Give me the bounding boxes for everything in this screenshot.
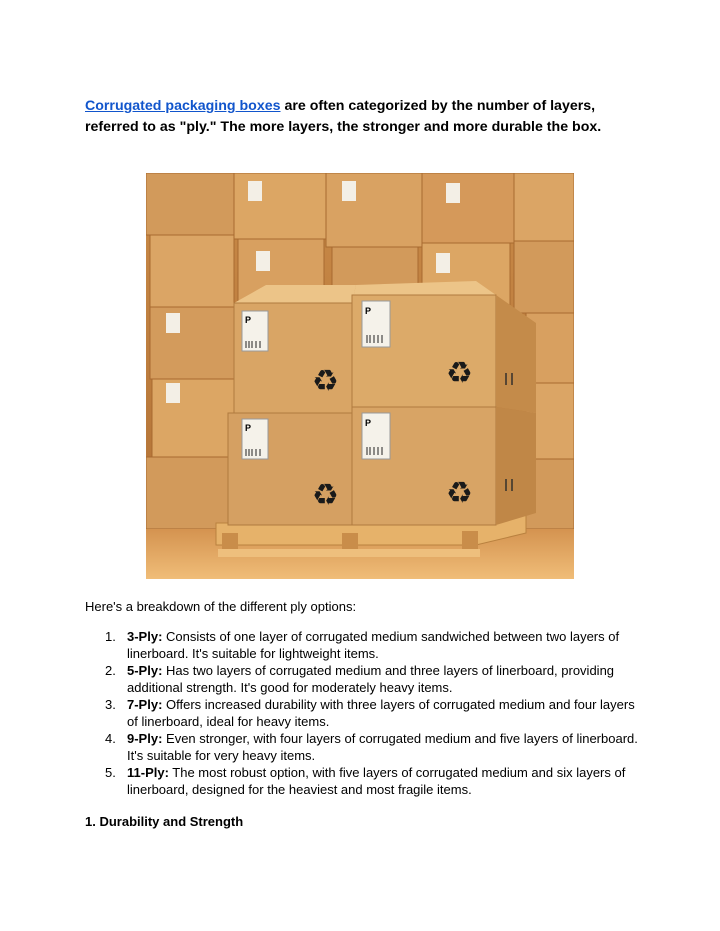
label-p-1: P xyxy=(245,315,252,325)
recycle-icon: ♻ xyxy=(446,356,473,391)
ply-title: 9-Ply: xyxy=(127,731,163,746)
ply-title: 3-Ply: xyxy=(127,629,163,644)
intro-text: are often categorized by the number of layers, referred to as "ply." The more layers, the stronger and more durable the box. xyxy=(85,98,602,135)
list-number: 5. xyxy=(105,765,116,780)
recycle-icon: ♻ xyxy=(312,478,339,513)
label-p-4: P xyxy=(365,418,372,428)
list-item xyxy=(85,696,645,730)
boxes-illustration xyxy=(146,173,574,579)
section-heading: 1. Durability and Strength xyxy=(85,814,244,829)
ply-title: 5-Ply: xyxy=(127,663,163,678)
ply-description: Offers increased durability with three layers of corrugated medium and four layers of linerboard, ideal for heavy items. xyxy=(127,697,635,729)
ply-options-list xyxy=(85,628,645,798)
intro-paragraph xyxy=(85,96,645,138)
ply-description: Has two layers of corrugated medium and three layers of linerboard, providing additional strength. It's good for moderately heavy items. xyxy=(127,663,615,695)
label-p-2: P xyxy=(365,306,372,316)
label-p-3: P xyxy=(245,423,252,433)
list-number: 2. xyxy=(105,663,116,678)
list-number: 4. xyxy=(105,731,116,746)
stacked-boxes xyxy=(228,281,536,525)
list-number: 1. xyxy=(105,629,116,644)
ply-description: The most robust option, with five layers of corrugated medium and six layers of linerboard, designed for the heaviest and most fragile items. xyxy=(127,765,626,797)
recycle-icon: ♻ xyxy=(312,364,339,399)
ply-title: 11-Ply: xyxy=(127,765,169,780)
ply-description: Consists of one layer of corrugated medium sandwiched between two layers of linerboard. It's suitable for lightweight items. xyxy=(127,629,620,661)
list-item xyxy=(85,764,645,798)
ply-description: Even stronger, with four layers of corrugated medium and five layers of linerboard. It's suitable for very heavy items. xyxy=(127,731,638,763)
list-number: 3. xyxy=(105,697,116,712)
breakdown-intro: Here's a breakdown of the different ply options: xyxy=(85,599,357,614)
ply-title: 7-Ply: xyxy=(127,697,163,712)
corrugated-boxes-link[interactable]: Corrugated packaging boxes xyxy=(85,98,281,114)
list-item xyxy=(85,628,645,662)
list-item xyxy=(85,662,645,696)
list-item xyxy=(85,730,645,764)
stacked-boxes-photo xyxy=(146,173,574,579)
recycle-icon: ♻ xyxy=(446,476,473,511)
